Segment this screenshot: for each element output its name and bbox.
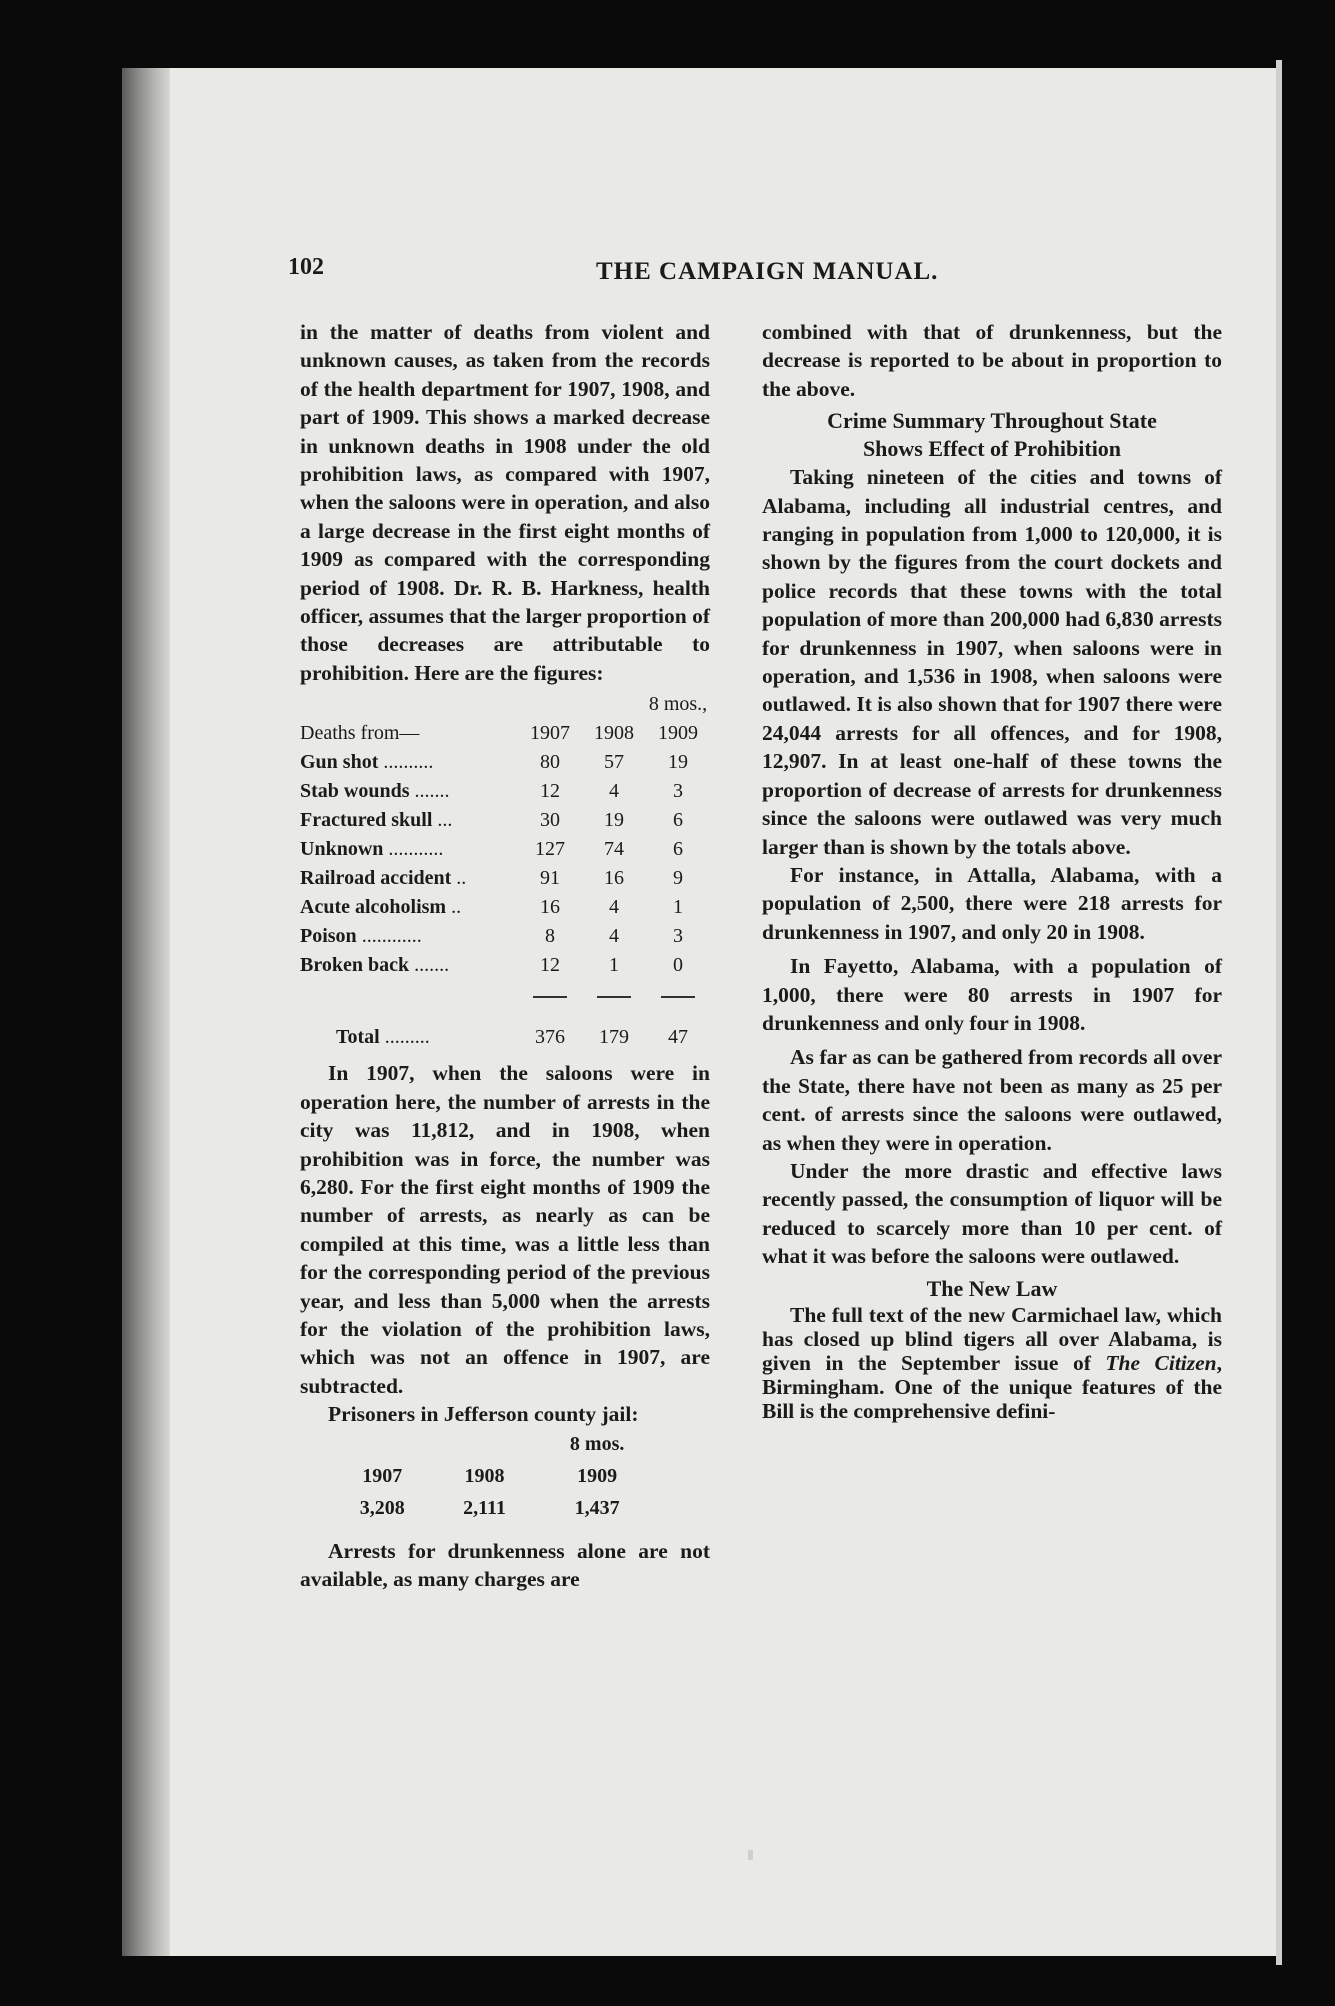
deaths-value-cell: 19 [604, 808, 624, 831]
deaths-value-cell: 127 [535, 837, 565, 860]
new-law-text-a: The full text of the new Carmichael law, which has closed up blind tigers all over Alabama, is given in the September issue of [762, 1302, 1222, 1375]
right-paragraph-5: As far as can be gathered from records all over the State, there have not been as many as 25 per cent. of arrests since the saloons were outlawed, as when they were in operation. [762, 1045, 1222, 1155]
right-paragraph-1: combined with that of drunkenness, but the decrease is reported to be about in proportion to the above. [762, 320, 1222, 401]
running-head: THE CAMPAIGN MANUAL. [596, 258, 939, 285]
deaths-cause-label: Railroad accident [300, 866, 452, 889]
deaths-value-cell: 4 [609, 895, 619, 918]
right-paragraph-3: For instance, in Attalla, Alabama, with a population of 2,500, there were 218 arrests for drunkenness in 1907, and only 20 in 1908. [762, 862, 1222, 944]
deaths-cause-label: Stab wounds [300, 779, 410, 802]
deaths-table-header-row [300, 718, 710, 747]
deaths-total-1908: 179 [599, 1025, 629, 1048]
deaths-table-row: Fractured skull ... 30 19 6 [300, 805, 710, 834]
deaths-cause-label: Gun shot [300, 750, 379, 773]
section-heading-line-1: Crime Summary Throughout State [827, 408, 1157, 434]
deaths-cause-label: Unknown [300, 837, 384, 860]
deaths-cause-label: Fractured skull [300, 808, 433, 831]
jail-table-values-row [330, 1493, 660, 1525]
deaths-cause-label: Broken back [300, 953, 410, 976]
deaths-value-cell: 0 [673, 953, 683, 976]
jail-year-1909: 1909 [577, 1465, 618, 1488]
deaths-table-row: Acute alcoholism .. 16 4 1 [300, 892, 710, 921]
section-heading-crime-summary [762, 407, 1222, 463]
jail-table-super-header: 8 mos. [569, 1433, 625, 1456]
deaths-value-cell: 3 [673, 779, 683, 802]
jail-value-1909: 1,437 [574, 1497, 620, 1520]
right-column [762, 318, 1222, 1423]
deaths-table-super-header: 8 mos., [648, 692, 708, 715]
right-paragraph-4: In Fayetto, Alabama, with a population of 1,000, there were 80 arrests in 1907 for drunkenness and only four in 1908. [762, 954, 1222, 1035]
jail-value-1907: 3,208 [359, 1497, 405, 1520]
deaths-value-cell: 4 [609, 779, 619, 802]
left-paragraph-4: Arrests for drunkenness alone are not available, as many charges are [300, 1538, 710, 1591]
new-law-text-b: , Birmingham. One of the unique features of the Bill is the comprehensive defini- [762, 1350, 1223, 1423]
deaths-value-cell: 91 [540, 866, 560, 889]
deaths-value-cell: 12 [540, 779, 560, 802]
deaths-table [300, 689, 710, 1051]
jail-table [330, 1429, 660, 1525]
right-paragraph-7 [762, 1303, 1222, 1423]
jail-value-1908: 2,111 [463, 1497, 506, 1520]
deaths-value-cell: 19 [668, 750, 688, 773]
jail-year-1907: 1907 [362, 1465, 403, 1488]
deaths-value-cell: 16 [604, 866, 624, 889]
deaths-value-cell: 1 [609, 953, 619, 976]
deaths-cause-label: Poison [300, 924, 357, 947]
deaths-value-cell: 12 [540, 953, 560, 976]
left-paragraph-3: Prisoners in Jefferson county jail: [328, 1402, 639, 1427]
deaths-value-cell: 6 [673, 808, 683, 831]
left-paragraph-1: in the matter of deaths from violent and unknown causes, as taken from the records of the health department for 1907, 1908, and part of 1909. This shows a marked decrease in unknown deaths in 1908 under the old prohibition laws, as compared with 1907, when the saloons were in operation, and also a large decrease in the first eight months of 1909 as compared with the corresponding period of 1908. Dr. R. B. Harkness, health officer, assumes that the larger proportion of those decreases are attributable to prohibition. Here are the figures: [300, 320, 710, 685]
deaths-value-cell: 8 [545, 924, 555, 947]
deaths-table-row: Stab wounds ....... 12 4 3 [300, 776, 710, 805]
deaths-table-header-label: Deaths from— [300, 721, 420, 744]
section-heading-line-2: Shows Effect of Prohibition [862, 436, 1122, 462]
deaths-total-1909: 47 [668, 1025, 688, 1048]
deaths-value-cell: 4 [609, 924, 619, 947]
deaths-value-cell: 74 [604, 837, 624, 860]
right-paragraph-2: Taking nineteen of the cities and towns of Alabama, including all industrial centres, and ranging in population from 1,000 to 120,000, it is shown by the figures from the court dockets and police records that these towns with the total population of more than 200,000 had 6,830 arrests for drunkenness in 1907, when saloons were in operation, and 1,536 in 1908, when saloons were outlawed. It is also shown that for 1907 there were 24,044 arrests for all offences, and for 1908, 12,907. In at least one-half of these towns the proportion of decrease of arrests for drunkenness since the saloons were outlawed was very much larger than is shown by the totals above. [762, 465, 1222, 859]
deaths-table-header-1908: 1908 [594, 721, 634, 744]
page-number: 102 [288, 254, 324, 280]
deaths-cause-label: Acute alcoholism [300, 895, 447, 918]
deaths-table-row: Railroad accident .. 91 16 9 [300, 863, 710, 892]
deaths-table-row: Poison ............ 8 4 3 [300, 921, 710, 950]
facing-page-edge [1276, 60, 1282, 1965]
deaths-table-row: Unknown ........... 127 74 6 [300, 834, 710, 863]
deaths-value-cell: 1 [673, 895, 683, 918]
deaths-table-row: Gun shot .......... 80 57 19 [300, 747, 710, 776]
deaths-value-cell: 30 [540, 808, 560, 831]
book-gutter [122, 68, 170, 1956]
deaths-table-header-1907: 1907 [530, 721, 570, 744]
deaths-table-row: Broken back ....... 12 1 0 [300, 950, 710, 979]
deaths-value-cell: 57 [604, 750, 624, 773]
deaths-total-1907: 376 [535, 1025, 565, 1048]
jail-table-years-row [330, 1461, 660, 1493]
deaths-table-total-row: Total ......... 376 179 47 [300, 1008, 710, 1051]
deaths-value-cell: 9 [673, 866, 683, 889]
scan-speck [748, 1850, 753, 1860]
deaths-total-label: Total [336, 1025, 380, 1048]
deaths-value-cell: 3 [673, 924, 683, 947]
right-paragraph-6: Under the more drastic and effective laws recently passed, the consumption of liquor will be reduced to scarcely more than 10 per cent. of what it was before the saloons were outlawed. [762, 1158, 1222, 1269]
deaths-value-cell: 16 [540, 895, 560, 918]
left-column [300, 318, 710, 1593]
jail-year-1908: 1908 [464, 1465, 505, 1488]
deaths-value-cell: 80 [540, 750, 560, 773]
deaths-value-cell: 6 [673, 837, 683, 860]
deaths-table-header-1909: 1909 [658, 721, 698, 744]
left-paragraph-2: In 1907, when the saloons were in operation here, the number of arrests in the city was 11,812, and in 1908, when prohibition was in force, the number was 6,280. For the first eight months of 1909 the number of arrests, as nearly as can be compiled at this time, was a little less than for the corresponding period of the previous year, and less than 5,000 when the arrests for the violation of the prohibition laws, which was not an offence in 1907, are subtracted. [300, 1061, 710, 1398]
section-heading-new-law: The New Law [926, 1275, 1058, 1301]
citizen-title: The Citizen [1105, 1350, 1217, 1375]
